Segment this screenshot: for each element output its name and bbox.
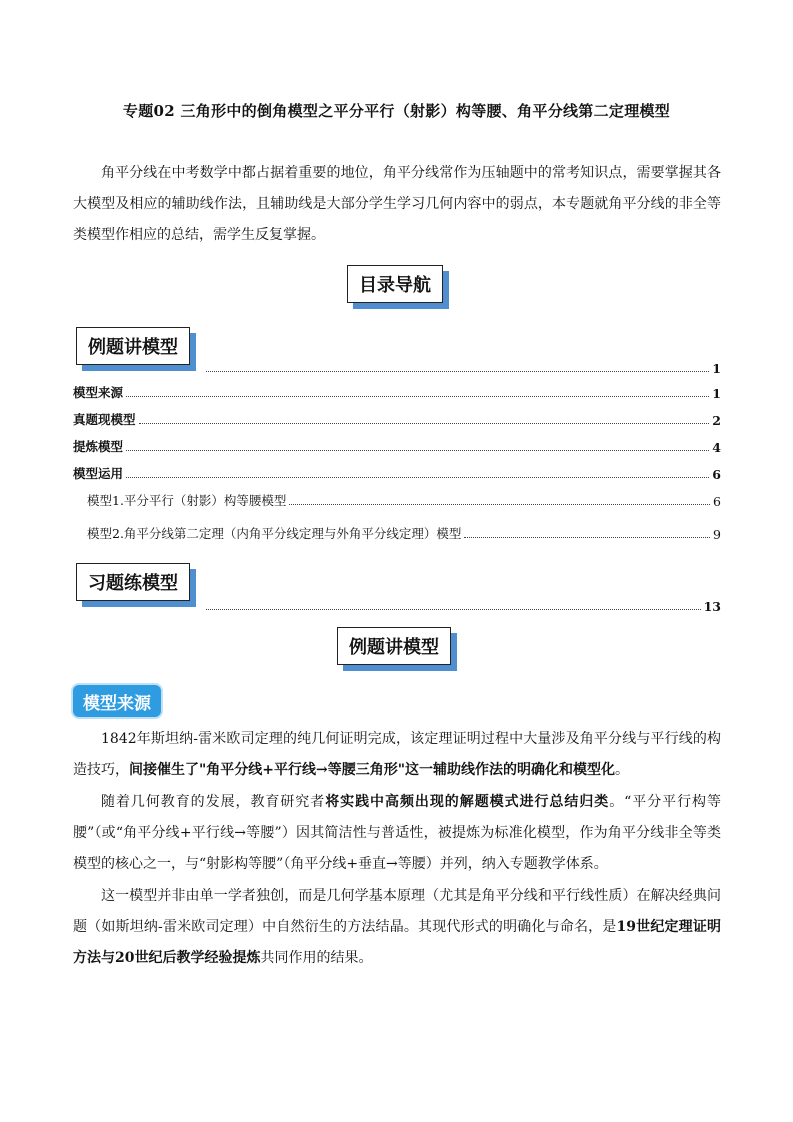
toc-entry[interactable] bbox=[73, 408, 721, 428]
toc-page-number: 1 bbox=[712, 361, 721, 376]
toc-page-number: 4 bbox=[712, 440, 721, 455]
toc-entry-label: 真题现模型 bbox=[73, 412, 136, 427]
toc-entry-label: 模型1.平分平行（射影）构等腰模型 bbox=[87, 493, 287, 508]
intro-paragraph: 角平分线在中考数学中都占据着重要的地位，角平分线常作为压轴题中的常考知识点，需要掌握其各大模型及相应的辅助线作法，且辅助线是大部分学生学习几何内容中的弱点，本专题就角平分线的非全等类模型作相应的总结，需学生反复掌握。 bbox=[73, 165, 721, 243]
text-run: 。 bbox=[615, 762, 630, 778]
toc-entry-label: 模型来源 bbox=[73, 385, 124, 400]
document-title: 专题02 三角形中的倒角模型之平分平行（射影）构等腰、角平分线第二定理模型 bbox=[122, 102, 671, 120]
toc-subentry[interactable] bbox=[87, 489, 721, 509]
toc-leader-dots bbox=[139, 423, 710, 424]
toc-entry-exercises[interactable] bbox=[203, 594, 721, 614]
emphasis-text: 间接催生了"角平分线+平行线→等腰三角形"这一辅助线作法的明确化和模型化 bbox=[129, 762, 616, 778]
toc-entry[interactable] bbox=[73, 462, 721, 482]
toc-page-number: 6 bbox=[713, 494, 721, 509]
toc-leader-dots bbox=[289, 504, 710, 505]
toc-leader-dots bbox=[464, 537, 710, 538]
model-source-badge: 模型来源 bbox=[73, 685, 161, 717]
toc-subentry[interactable] bbox=[87, 522, 721, 542]
toc-leader-dots bbox=[126, 450, 709, 451]
toc-entry-label: 模型2.角平分线第二定理（内角平分线定理与外角平分线定理）模型 bbox=[87, 526, 462, 541]
toc-page-number: 6 bbox=[712, 467, 721, 482]
toc-page-number: 1 bbox=[712, 386, 721, 401]
toc-heading: 目录导航 bbox=[347, 265, 443, 303]
text-run: 随着几何教育的发展，教育研究者 bbox=[101, 794, 326, 810]
toc-entry[interactable] bbox=[73, 435, 721, 455]
text-run: 这一模型并非由单一学者独创，而是几何学基本原理（尤其是角平分线和平行线性质）在解决经典问题（如斯坦纳-雷米欧司定理）中自然衍生的方法结晶。其现代形式的明确化与命名，是 bbox=[73, 888, 721, 935]
text-run: 1842年斯坦纳-雷米欧司定理的纯几何证明完成，该定理证明过程中大量涉及角平分线与平行线的构造技巧， bbox=[73, 731, 721, 778]
toc-leader-dots bbox=[126, 396, 709, 397]
emphasis-text: 将实践中高频出现的解题模式进行总结归类 bbox=[325, 794, 610, 810]
toc-section-examples[interactable]: 例题讲模型 bbox=[76, 327, 190, 365]
toc-entry-examples[interactable] bbox=[203, 356, 721, 376]
toc-page-number: 9 bbox=[713, 527, 721, 542]
toc-leader-dots bbox=[206, 371, 709, 372]
section-heading: 例题讲模型 bbox=[337, 627, 451, 665]
body-paragraph-1 bbox=[73, 724, 721, 786]
toc-entry-label: 模型运用 bbox=[73, 466, 124, 481]
body-paragraph-2 bbox=[73, 787, 721, 880]
text-run: 共同作用的结果。 bbox=[260, 950, 373, 966]
toc-entry[interactable] bbox=[73, 381, 721, 401]
toc-leader-dots bbox=[206, 609, 701, 610]
text-run: 。“平分平行构等腰”（或“角平分线+平行线→等腰”）因其简洁性与普适性，被提炼为标准化模型，作为角平分线非全等类模型的核心之一，与“射影构等腰”（角平分线+垂直→等腰）并列，纳入专题教学体系。 bbox=[73, 794, 722, 872]
body-paragraph-3 bbox=[73, 881, 721, 974]
toc-page-number: 13 bbox=[703, 599, 721, 614]
toc-entry-label: 提炼模型 bbox=[73, 439, 124, 454]
toc-leader-dots bbox=[126, 477, 709, 478]
toc-section-exercises[interactable]: 习题练模型 bbox=[76, 563, 190, 601]
emphasis-text: 19世纪定理证明方法与20世纪后教学经验提炼 bbox=[73, 919, 722, 966]
toc-page-number: 2 bbox=[712, 413, 721, 428]
